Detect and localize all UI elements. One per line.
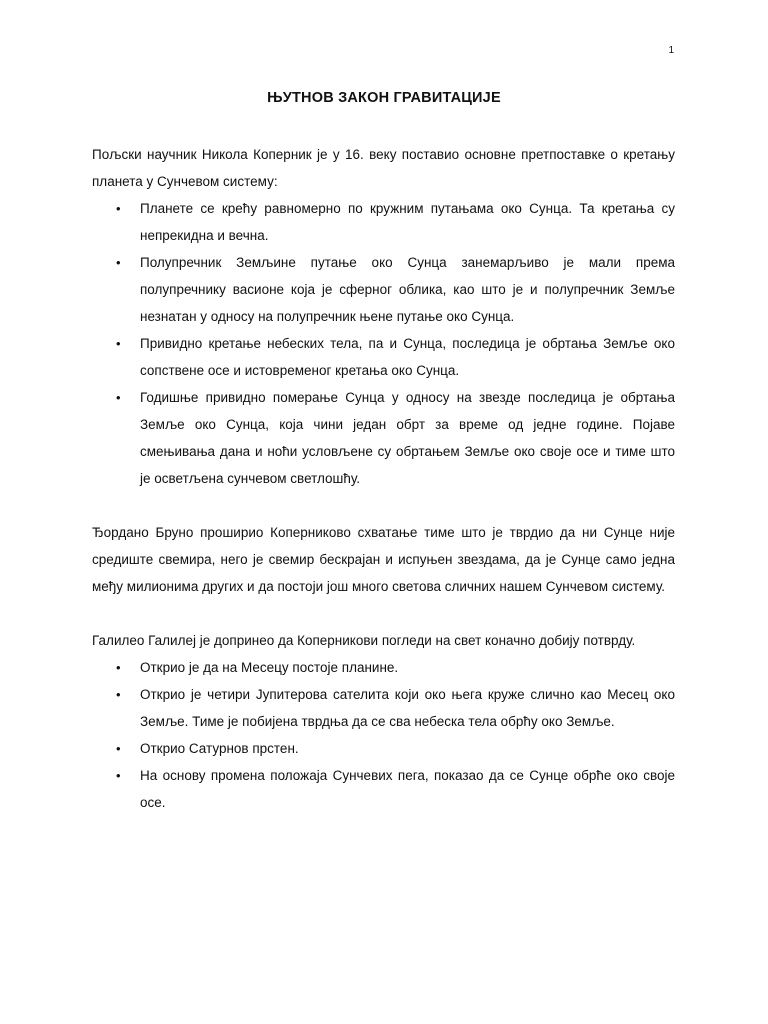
list-item-text: Открио је да на Месецу постоје планине. — [140, 660, 399, 675]
bullet-icon: • — [116, 687, 121, 702]
list-item-text: Полупречник Земљине путање око Сунца занемарљиво је мали према полупречнику васионе која је сферног облика, као што је и полупречник Земље незнатан у односу на полупречник њене путање око Сунца. — [140, 255, 675, 324]
list-item-text: Открио је четири Јупитерова сателита који око њега круже слично као Месец око Земље. Тиме је побијена тврдња да се сва небеска тела обрћу око Земље. — [140, 687, 675, 729]
document-body — [92, 141, 675, 816]
bruno-paragraph: Ђордано Бруно проширио Коперниково схватање тиме што је тврдио да ни Сунце није средиште свемира, него је свемир бескрајан и испуњен звездама, да је Сунце само једна међу милионима других и да постоји још много светова сличних нашем Сунчевом систему. — [92, 525, 675, 594]
list-item — [92, 195, 675, 249]
bullet-icon: • — [116, 255, 121, 270]
page-title: ЊУТНОВ ЗАКОН ГРАВИТАЦИЈЕ — [267, 90, 501, 106]
bullet-icon: • — [116, 660, 121, 675]
list-item — [92, 330, 675, 384]
list-item-text: На основу промена положаја Сунчевих пега, показао да се Сунце обрће око своје осе. — [140, 768, 675, 810]
paragraph-spacer — [92, 492, 675, 519]
paragraph-spacer — [92, 600, 675, 627]
galileo-list — [92, 654, 675, 816]
bullet-icon: • — [116, 336, 121, 351]
galileo-intro: Галилео Галилеј је допринео да Коперникови погледи на свет коначно добију потврду. — [92, 633, 636, 648]
bullet-icon: • — [116, 390, 121, 405]
list-item — [92, 735, 675, 762]
page-number: 1 — [668, 45, 674, 56]
list-item-text: Годишње привидно померање Сунца у односу на звезде последица је обртања Земље око Сунца, која чини један обрт за време од једне године. Појаве смењивања дана и ноћи условљене су обртањем Земље око своје осе и тиме што је осветљена сунчевом светлошћу. — [140, 390, 675, 486]
list-item — [92, 762, 675, 816]
bullet-icon: • — [116, 768, 121, 783]
list-item — [92, 384, 675, 492]
bullet-icon: • — [116, 201, 121, 216]
list-item — [92, 249, 675, 330]
list-item — [92, 654, 675, 681]
list-item-text: Привидно кретање небеских тела, па и Сунца, последица је обртања Земље око сопствене осе и истовременог кретања око Сунца. — [140, 336, 675, 378]
list-item — [92, 681, 675, 735]
list-item-text: Открио Сатурнов прстен. — [140, 741, 299, 756]
copernicus-intro: Пољски научник Никола Коперник је у 16. веку поставио основне претпоставке о кретању планета у Сунчевом систему: — [92, 147, 675, 189]
bullet-icon: • — [116, 741, 121, 756]
copernicus-list — [92, 195, 675, 492]
list-item-text: Планете се крећу равномерно по кружним путањама око Сунца. Та кретања су непрекидна и вечна. — [140, 201, 675, 243]
